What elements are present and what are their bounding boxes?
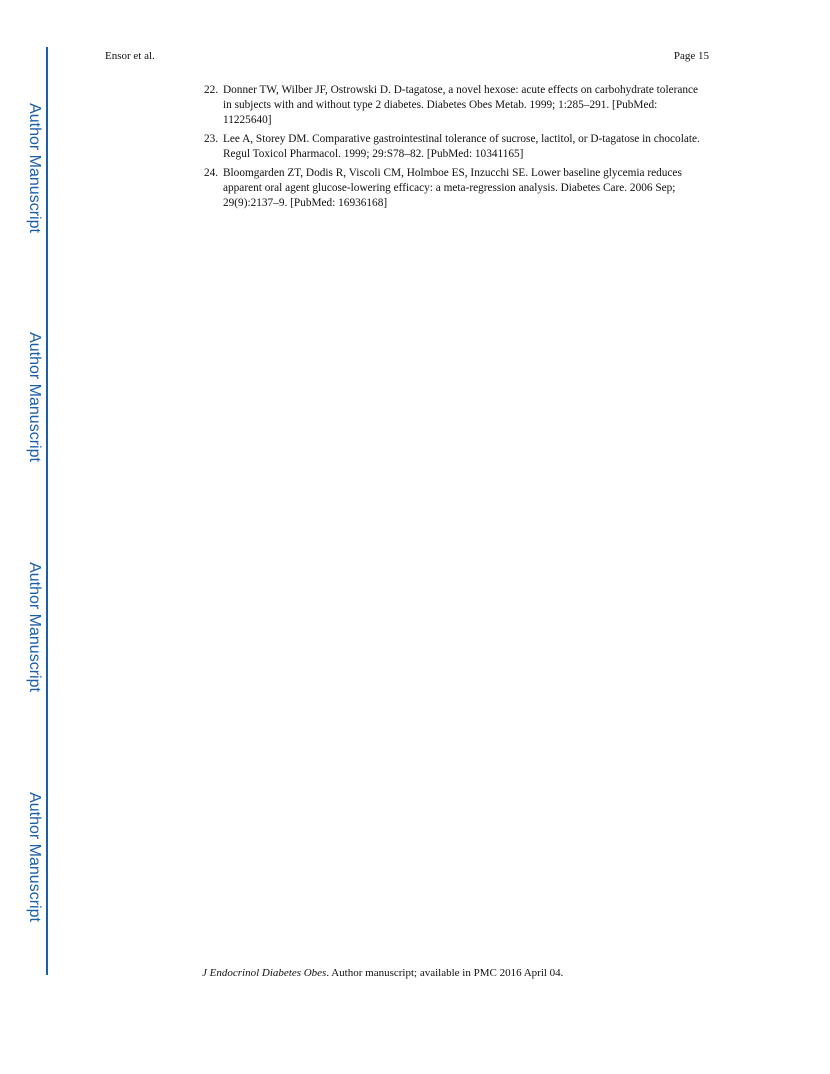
reference-number: 24. (204, 167, 219, 179)
reference-text: Donner TW, Wilber JF, Ostrowski D. D-tagatose, a novel hexose: acute effects on carbohydrate tolerance in subjects with and without type 2 diabetes. Diabetes Obes Metab. 1999; 1:285–291. [PubMed: 11225640] (223, 84, 699, 126)
side-label-text: Author Manuscript (26, 562, 43, 692)
reference-item (204, 83, 704, 128)
side-label-text: Author Manuscript (26, 332, 43, 462)
reference-item (204, 132, 704, 162)
page-footer (202, 967, 563, 979)
reference-text: Lee A, Storey DM. Comparative gastrointestinal tolerance of sucrose, lactitol, or D-tagatose in chocolate. Regul Toxicol Pharmacol. 1999; 29:S78–82. [PubMed: 10341165] (223, 133, 700, 160)
side-label-text: Author Manuscript (26, 792, 43, 922)
running-author: Ensor et al. (105, 50, 155, 62)
reference-item (204, 166, 704, 211)
reference-number: 23. (204, 133, 219, 145)
reference-number: 22. (204, 84, 219, 96)
side-label-text: Author Manuscript (26, 103, 43, 233)
footer-journal: J Endocrinol Diabetes Obes (202, 967, 327, 979)
page-number: Page 15 (673, 50, 709, 62)
side-bar-rule (46, 47, 48, 975)
reference-list (204, 83, 704, 215)
footer-text: . Author manuscript; available in PMC 2016 April 04. (326, 967, 564, 979)
reference-text: Bloomgarden ZT, Dodis R, Viscoli CM, Holmboe ES, Inzucchi SE. Lower baseline glycemia reduces apparent oral agent glucose-lowering efficacy: a meta-regression analysis. Diabetes Care. 2006 Sep; 29(9):2137–9. [PubMed: 16936168] (223, 167, 682, 209)
